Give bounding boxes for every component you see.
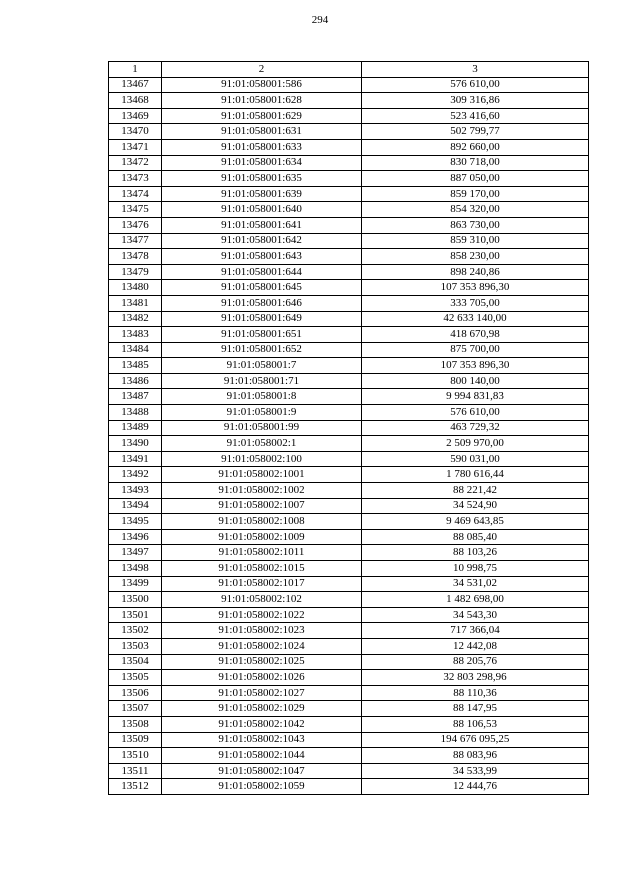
value-cell: 88 110,36 (362, 685, 589, 701)
cadastral-number-cell: 91:01:058001:634 (162, 155, 362, 171)
value-cell: 898 240,86 (362, 264, 589, 280)
row-number-cell: 13471 (109, 139, 162, 155)
value-cell: 10 998,75 (362, 561, 589, 577)
row-number-cell: 13494 (109, 498, 162, 514)
row-number-cell: 13487 (109, 389, 162, 405)
cadastral-number-cell: 91:01:058002:1015 (162, 561, 362, 577)
row-number-cell: 13467 (109, 77, 162, 93)
row-number-cell: 13495 (109, 514, 162, 530)
value-cell: 830 718,00 (362, 155, 589, 171)
row-number-cell: 13510 (109, 748, 162, 764)
row-number-cell: 13492 (109, 467, 162, 483)
table-row (109, 451, 589, 467)
cadastral-number-cell: 91:01:058001:635 (162, 171, 362, 187)
table-row (109, 623, 589, 639)
value-cell: 42 633 140,00 (362, 311, 589, 327)
table-row (109, 670, 589, 686)
value-cell: 418 670,98 (362, 327, 589, 343)
cadastral-number-cell: 91:01:058001:642 (162, 233, 362, 249)
row-number-cell: 13505 (109, 670, 162, 686)
value-cell: 863 730,00 (362, 217, 589, 233)
value-cell: 892 660,00 (362, 139, 589, 155)
table-row (109, 311, 589, 327)
header-cell-2: 2 (162, 62, 362, 78)
table-row (109, 389, 589, 405)
table-row (109, 779, 589, 795)
row-number-cell: 13497 (109, 545, 162, 561)
table-row (109, 108, 589, 124)
cadastral-number-cell: 91:01:058002:1 (162, 436, 362, 452)
cadastral-number-cell: 91:01:058001:639 (162, 186, 362, 202)
row-number-cell: 13482 (109, 311, 162, 327)
value-cell: 2 509 970,00 (362, 436, 589, 452)
value-cell: 800 140,00 (362, 373, 589, 389)
value-cell: 34 543,30 (362, 607, 589, 623)
cadastral-number-cell: 91:01:058001:9 (162, 405, 362, 421)
table-row (109, 763, 589, 779)
value-cell: 88 221,42 (362, 483, 589, 499)
table-row (109, 716, 589, 732)
table-row (109, 155, 589, 171)
value-cell: 887 050,00 (362, 171, 589, 187)
table-row (109, 249, 589, 265)
table-row (109, 514, 589, 530)
row-number-cell: 13509 (109, 732, 162, 748)
table-row (109, 436, 589, 452)
table-row (109, 467, 589, 483)
row-number-cell: 13489 (109, 420, 162, 436)
cadastral-number-cell: 91:01:058001:628 (162, 93, 362, 109)
cadastral-number-cell: 91:01:058002:1027 (162, 685, 362, 701)
row-number-cell: 13511 (109, 763, 162, 779)
value-cell: 34 524,90 (362, 498, 589, 514)
row-number-cell: 13484 (109, 342, 162, 358)
cadastral-number-cell: 91:01:058002:1002 (162, 483, 362, 499)
row-number-cell: 13496 (109, 529, 162, 545)
table-row (109, 685, 589, 701)
row-number-cell: 13512 (109, 779, 162, 795)
cadastral-number-cell: 91:01:058001:629 (162, 108, 362, 124)
cadastral-number-cell: 91:01:058001:631 (162, 124, 362, 140)
header-cell-3: 3 (362, 62, 589, 78)
table-row (109, 529, 589, 545)
row-number-cell: 13476 (109, 217, 162, 233)
value-cell: 88 205,76 (362, 654, 589, 670)
row-number-cell: 13478 (109, 249, 162, 265)
table-row (109, 638, 589, 654)
cadastral-number-cell: 91:01:058002:1044 (162, 748, 362, 764)
value-cell: 854 320,00 (362, 202, 589, 218)
table-row (109, 217, 589, 233)
data-table (108, 61, 589, 795)
row-number-cell: 13469 (109, 108, 162, 124)
cadastral-number-cell: 91:01:058001:586 (162, 77, 362, 93)
row-number-cell: 13475 (109, 202, 162, 218)
table-row (109, 498, 589, 514)
table-row (109, 420, 589, 436)
row-number-cell: 13504 (109, 654, 162, 670)
row-number-cell: 13486 (109, 373, 162, 389)
cadastral-number-cell: 91:01:058001:649 (162, 311, 362, 327)
row-number-cell: 13473 (109, 171, 162, 187)
row-number-cell: 13470 (109, 124, 162, 140)
value-cell: 309 316,86 (362, 93, 589, 109)
table-row (109, 545, 589, 561)
cadastral-number-cell: 91:01:058002:1023 (162, 623, 362, 639)
cadastral-number-cell: 91:01:058001:71 (162, 373, 362, 389)
cadastral-number-cell: 91:01:058001:99 (162, 420, 362, 436)
table-row (109, 701, 589, 717)
row-number-cell: 13490 (109, 436, 162, 452)
row-number-cell: 13499 (109, 576, 162, 592)
value-cell: 34 533,99 (362, 763, 589, 779)
table-row (109, 342, 589, 358)
cadastral-number-cell: 91:01:058002:102 (162, 592, 362, 608)
row-number-cell: 13485 (109, 358, 162, 374)
row-number-cell: 13506 (109, 685, 162, 701)
value-cell: 12 444,76 (362, 779, 589, 795)
cadastral-number-cell: 91:01:058002:1001 (162, 467, 362, 483)
cadastral-number-cell: 91:01:058002:1043 (162, 732, 362, 748)
value-cell: 859 310,00 (362, 233, 589, 249)
cadastral-number-cell: 91:01:058001:644 (162, 264, 362, 280)
table-row (109, 77, 589, 93)
table-header (109, 62, 589, 78)
row-number-cell: 13481 (109, 295, 162, 311)
cadastral-number-cell: 91:01:058001:641 (162, 217, 362, 233)
cadastral-number-cell: 91:01:058001:640 (162, 202, 362, 218)
table-body (109, 77, 589, 794)
value-cell: 1 780 616,44 (362, 467, 589, 483)
row-number-cell: 13501 (109, 607, 162, 623)
value-cell: 88 085,40 (362, 529, 589, 545)
table-row (109, 280, 589, 296)
table-row (109, 592, 589, 608)
cadastral-number-cell: 91:01:058001:646 (162, 295, 362, 311)
cadastral-number-cell: 91:01:058002:1011 (162, 545, 362, 561)
cadastral-number-cell: 91:01:058001:8 (162, 389, 362, 405)
value-cell: 576 610,00 (362, 405, 589, 421)
table-row (109, 124, 589, 140)
row-number-cell: 13483 (109, 327, 162, 343)
value-cell: 576 610,00 (362, 77, 589, 93)
value-cell: 88 103,26 (362, 545, 589, 561)
row-number-cell: 13474 (109, 186, 162, 202)
value-cell: 194 676 095,25 (362, 732, 589, 748)
cadastral-number-cell: 91:01:058002:1008 (162, 514, 362, 530)
value-cell: 107 353 896,30 (362, 280, 589, 296)
row-number-cell: 13488 (109, 405, 162, 421)
value-cell: 333 705,00 (362, 295, 589, 311)
table-row (109, 233, 589, 249)
row-number-cell: 13508 (109, 716, 162, 732)
table-row (109, 186, 589, 202)
value-cell: 9 994 831,83 (362, 389, 589, 405)
cadastral-number-cell: 91:01:058002:1025 (162, 654, 362, 670)
cadastral-number-cell: 91:01:058002:1017 (162, 576, 362, 592)
value-cell: 502 799,77 (362, 124, 589, 140)
value-cell: 859 170,00 (362, 186, 589, 202)
table-row (109, 295, 589, 311)
cadastral-number-cell: 91:01:058002:1042 (162, 716, 362, 732)
cadastral-number-cell: 91:01:058002:1047 (162, 763, 362, 779)
table-row (109, 607, 589, 623)
header-cell-1: 1 (109, 62, 162, 78)
cadastral-number-cell: 91:01:058001:651 (162, 327, 362, 343)
table-row (109, 483, 589, 499)
table-row (109, 202, 589, 218)
table-row (109, 405, 589, 421)
row-number-cell: 13479 (109, 264, 162, 280)
cadastral-number-cell: 91:01:058001:7 (162, 358, 362, 374)
value-cell: 32 803 298,96 (362, 670, 589, 686)
value-cell: 717 366,04 (362, 623, 589, 639)
cadastral-number-cell: 91:01:058002:100 (162, 451, 362, 467)
cadastral-number-cell: 91:01:058002:1009 (162, 529, 362, 545)
row-number-cell: 13498 (109, 561, 162, 577)
value-cell: 107 353 896,30 (362, 358, 589, 374)
cadastral-number-cell: 91:01:058001:633 (162, 139, 362, 155)
row-number-cell: 13480 (109, 280, 162, 296)
value-cell: 88 106,53 (362, 716, 589, 732)
value-cell: 88 083,96 (362, 748, 589, 764)
value-cell: 463 729,32 (362, 420, 589, 436)
table-row (109, 654, 589, 670)
page-number: 294 (311, 14, 329, 26)
table-row (109, 561, 589, 577)
table-row (109, 373, 589, 389)
value-cell: 875 700,00 (362, 342, 589, 358)
cadastral-number-cell: 91:01:058002:1022 (162, 607, 362, 623)
value-cell: 1 482 698,00 (362, 592, 589, 608)
cadastral-number-cell: 91:01:058002:1059 (162, 779, 362, 795)
cadastral-number-cell: 91:01:058001:652 (162, 342, 362, 358)
value-cell: 34 531,02 (362, 576, 589, 592)
cadastral-number-cell: 91:01:058002:1024 (162, 638, 362, 654)
cadastral-number-cell: 91:01:058001:643 (162, 249, 362, 265)
value-cell: 9 469 643,85 (362, 514, 589, 530)
row-number-cell: 13500 (109, 592, 162, 608)
table-row (109, 576, 589, 592)
table-row (109, 171, 589, 187)
row-number-cell: 13472 (109, 155, 162, 171)
row-number-cell: 13503 (109, 638, 162, 654)
value-cell: 858 230,00 (362, 249, 589, 265)
row-number-cell: 13507 (109, 701, 162, 717)
table-row (109, 748, 589, 764)
table-row (109, 139, 589, 155)
cadastral-number-cell: 91:01:058002:1026 (162, 670, 362, 686)
cadastral-number-cell: 91:01:058002:1029 (162, 701, 362, 717)
row-number-cell: 13477 (109, 233, 162, 249)
cadastral-number-cell: 91:01:058002:1007 (162, 498, 362, 514)
cadastral-number-cell: 91:01:058001:645 (162, 280, 362, 296)
row-number-cell: 13493 (109, 483, 162, 499)
table-row (109, 264, 589, 280)
row-number-cell: 13502 (109, 623, 162, 639)
value-cell: 523 416,60 (362, 108, 589, 124)
value-cell: 590 031,00 (362, 451, 589, 467)
table-row (109, 358, 589, 374)
row-number-cell: 13468 (109, 93, 162, 109)
value-cell: 12 442,08 (362, 638, 589, 654)
row-number-cell: 13491 (109, 451, 162, 467)
table-row (109, 732, 589, 748)
header-row (109, 62, 589, 78)
table-row (109, 327, 589, 343)
table-row (109, 93, 589, 109)
value-cell: 88 147,95 (362, 701, 589, 717)
